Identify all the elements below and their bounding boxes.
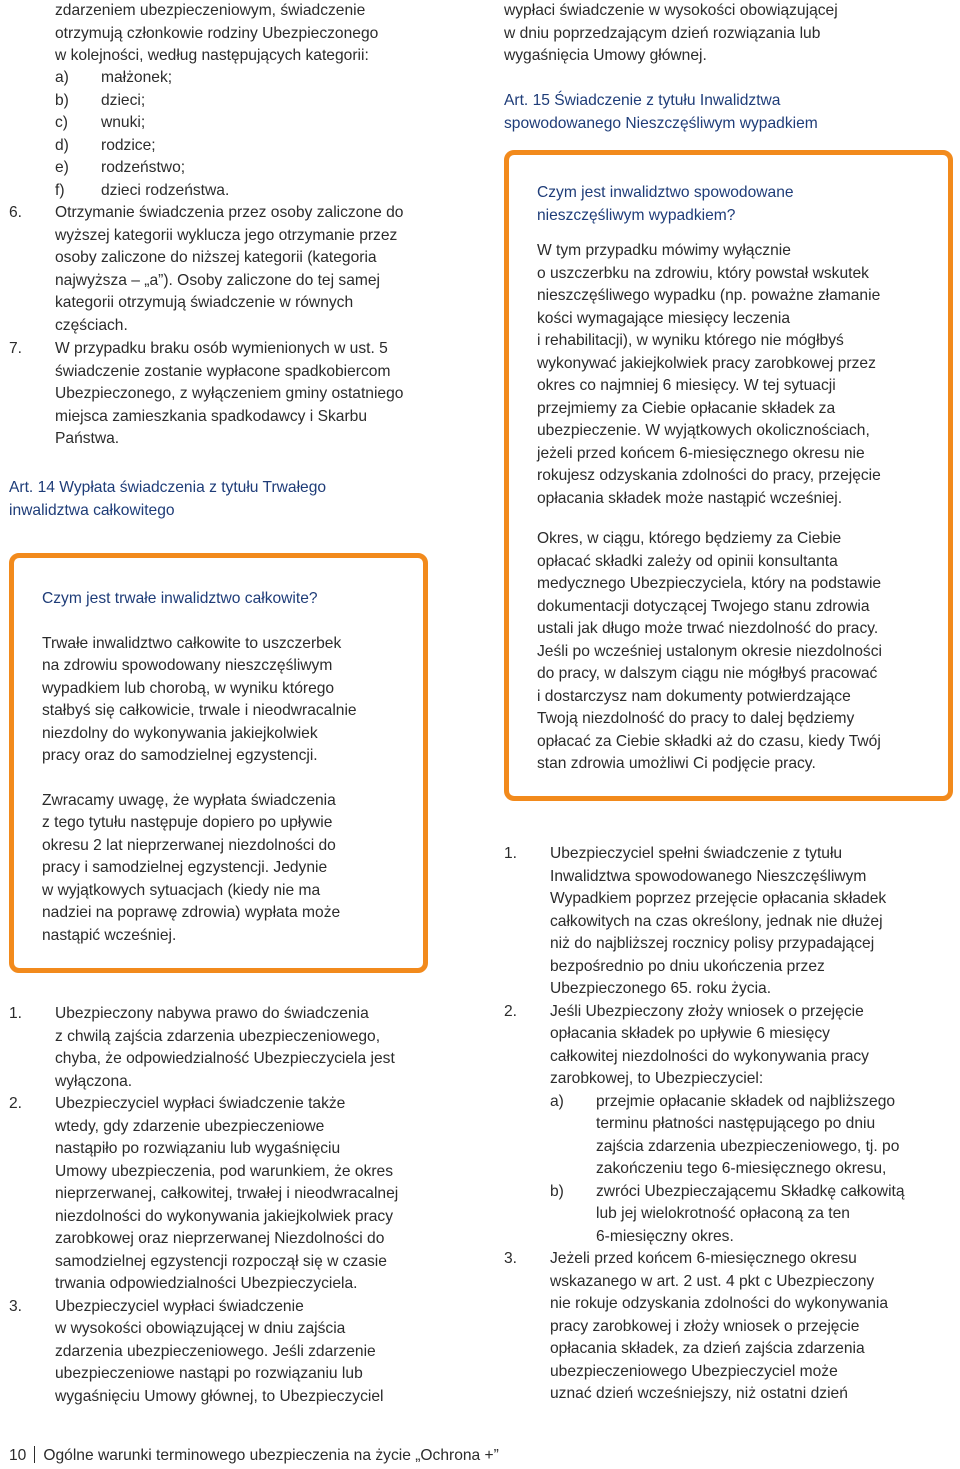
intro-text [55, 0, 475, 68]
intro-text: wypłaci świadczenie w wysokości obowiązującej w dniu poprzedzającym dzień rozwiązania lub wygaśnięcia Umowy głównej. [504, 2, 838, 64]
box-paragraph: Okres, w ciągu, którego będziemy za Ciebie opłacać składki zależy od opinii konsultanta medycznego Ubezpieczyciela, który na podstawie dokumentacji dotyczącej Twojego stanu zdrowia ustali jak długo może trwać niezdolność do pracy. Jeśli po wcześniej ustalonym okresie niezdolności do pracy, w dalszym ciągu nie mógłbyś pracować i dostarczysz nam dokumenty potwierdzające Twoją niezdolność do pracy to dalej będziemy opłacać za Ciebie składki aż do czasu, kiedy Twój stan zdrowia umożliwi Ci podjęcie pracy. [537, 530, 882, 772]
list-item: 2. Ubezpieczyciel wypłaci świadczenie także wtedy, gdy zdarzenie ubezpieczeniowe nastąpiło po rozwiązaniu lub wygaśnięciu Umowy ubezpieczenia, pod warunkiem, że okres nieprzerwanej, całkowitej, trwałej i nieodwracalnej niezdolności do wykonywania jakiejkolwiek pracy zarobkowej oraz nieprzerwanej Niezdolności do samodzielnej egzystencji rozpoczął się w czasie trwania odpowiedzialności Ubezpieczyciela. [9, 1095, 399, 1292]
box-paragraph: W tym przypadku mówimy wyłącznie o uszczerbku na zdrowiu, który powstał wskutek nieszczęśliwego wypadku (np. poważne złamanie kości wymagające miesięcy leczenia i rehabilitacji), w wyniku którego nie mógłbyś wykonywać jakiejkolwiek pracy zarobkowej przez okres co najmniej 6 miesięcy. W tej sytuacji przejmiemy za Ciebie opłacanie składek za ubezpieczenie. W wyjątkowych okolicznościach, jeżeli przed końcem 6-miesięcznego okresu nie rokujesz odzyskania zdolności do pracy, przejęcie opłacania składek może nastąpić wcześniej. [537, 242, 881, 507]
page-number: 10 [9, 1447, 27, 1464]
right-column [504, 0, 954, 132]
list-item: 1. Ubezpieczyciel spełni świadczenie z tytułu Inwalidztwa spowodowanego Nieszczęśliwym Wypadkiem poprzez przejęcie opłacania składek całkowitych na czas określony, jednak nie dłużej niż do najbliższej rocznicy polisy przypadającej bezpośrednio po dniu ukończenia przez Ubezpieczonego 65. roku życia. [504, 845, 887, 997]
article-15-list [504, 843, 954, 1406]
list-item: 3. Jeżeli przed końcem 6-miesięcznego okresu wskazanego w art. 2 ust. 4 pkt c Ubezpieczony nie rokuje odzyskania zdolności do wykonywania pracy zarobkowej i złoży wniosek o przejęcie opłacania składek, za dzień zajścia zdarzenia ubezpieczeniowego Ubezpieczyciel może uznać dzień wcześniejszy, niż ostatni dzień [504, 1250, 889, 1402]
list-item: d) rodzice; [55, 136, 156, 154]
text-line: otrzymują członkowie rodziny Ubezpieczonego [55, 24, 379, 42]
list-item: b) dzieci; [55, 91, 146, 109]
list-item: 1. Ubezpieczony nabywa prawo do świadczenia z chwilą zajścia zdarzenia ubezpieczeniowego, chyba, że odpowiedzialność Ubezpieczyciela jest wyłączona. [9, 1005, 395, 1090]
info-box-permanent-disability [9, 553, 428, 973]
footer-divider [34, 1446, 35, 1463]
list-item: f) dzieci rodzeństwa. [55, 181, 230, 199]
list-item: 2. Jeśli Ubezpieczony złoży wniosek o przejęcie opłacania składek po upływie 6 miesięcy całkowitej niezdolności do wykonywania pracy zarobkowej, to Ubezpieczyciel: a) przejmie opłacanie składek od najbliższego terminu płatności następującego po dniu zajścia zdarzenia ubezpieczeniowego, tj. po zakończeniu tego 6-miesięcznego okresu, b) zwróci Ubezpieczającemu Składkę całkowitą lub jej wielokrotność opłaconą za ten 6-miesięczny okres. [504, 1001, 954, 1249]
list-item-7: 7. W przypadku braku osób wymienionych w ust. 5 świadczenie zostanie wypłacone spadkobiercom Ubezpieczonego, z wyłączeniem gminy ostatniego miejsca zamieszkania spadkodawcy i Skarbu Państwa. [9, 340, 404, 447]
box-question: Czym jest inwalidztwo spowodowane nieszczęśliwym wypadkiem? [537, 184, 794, 224]
list-item: a) małżonek; [55, 69, 173, 86]
list-item-6: 6. Otrzymanie świadczenia przez osoby zaliczone do wyższej kategorii wyklucza jego otrzymanie przez osoby zaliczone do niższej kategorii (kategoria najwyższa – „a”). Osoby zaliczone do tej samej kategorii otrzymują świadczenie w równych częściach. [9, 204, 404, 334]
sub-list-item: b) zwróci Ubezpieczającemu Składkę całkowitą lub jej wielokrotność opłaconą za ten 6-miesięczny okres. [550, 1182, 905, 1245]
page-footer [9, 1445, 499, 1468]
category-list [55, 67, 475, 202]
article-14-list [9, 1003, 464, 1408]
box-paragraph: Trwałe inwalidztwo całkowite to uszczerbek na zdrowiu spowodowany nieszczęśliwym wypadkiem lub chorobą, w wyniku którego stałbyś się całkowicie, trwale i nieodwracalnie niezdolny do wykonywania jakiejkolwiek pracy oraz do samodzielnej egzystencji. [42, 634, 357, 764]
text-line: w kolejności, według następujących kategorii: [55, 47, 369, 64]
sub-list-item: a) przejmie opłacanie składek od najbliższego terminu płatności następującego po dniu zajścia zdarzenia ubezpieczeniowego, tj. po zakończeniu tego 6-miesięcznego okresu, [550, 1092, 900, 1177]
article-15-heading: Art. 15 Świadczenie z tytułu Inwalidztwa spowodowanego Nieszczęśliwym wypadkiem [504, 92, 818, 132]
text-line: zdarzeniem ubezpieczeniowym, świadczenie [55, 2, 366, 19]
article-14-heading: Art. 14 Wypłata świadczenia z tytułu Trwałego inwalidztwa całkowitego [9, 479, 327, 519]
footer-title: Ogólne warunki terminowego ubezpieczenia na życie „Ochrona +” [43, 1447, 499, 1464]
list-item: c) wnuki; [55, 114, 146, 131]
box-paragraph: Zwracamy uwagę, że wypłata świadczenia z tego tytułu następuje dopiero po upływie okresu 2 lat nieprzerwanej niezdolności do pracy i samodzielnej egzystencji. Jedynie w wyjątkowych sytuacjach (kiedy nie ma nadziei na poprawę zdrowia) wypłata może nastąpić wcześniej. [42, 791, 341, 944]
box-question: Czym jest trwałe inwalidztwo całkowite? [42, 590, 318, 607]
info-box-accident-disability [504, 150, 953, 801]
list-item: e) rodzeństwo; [55, 159, 186, 176]
list-item: 3. Ubezpieczyciel wypłaci świadczenie w wysokości obowiązującej w dniu zajścia zdarzenia ubezpieczeniowego. Jeśli zdarzenie ubezpieczeniowe nastąpi po rozwiązaniu lub wygaśnięciu Umowy głównej, to Ubezpieczyciel [9, 1297, 384, 1405]
